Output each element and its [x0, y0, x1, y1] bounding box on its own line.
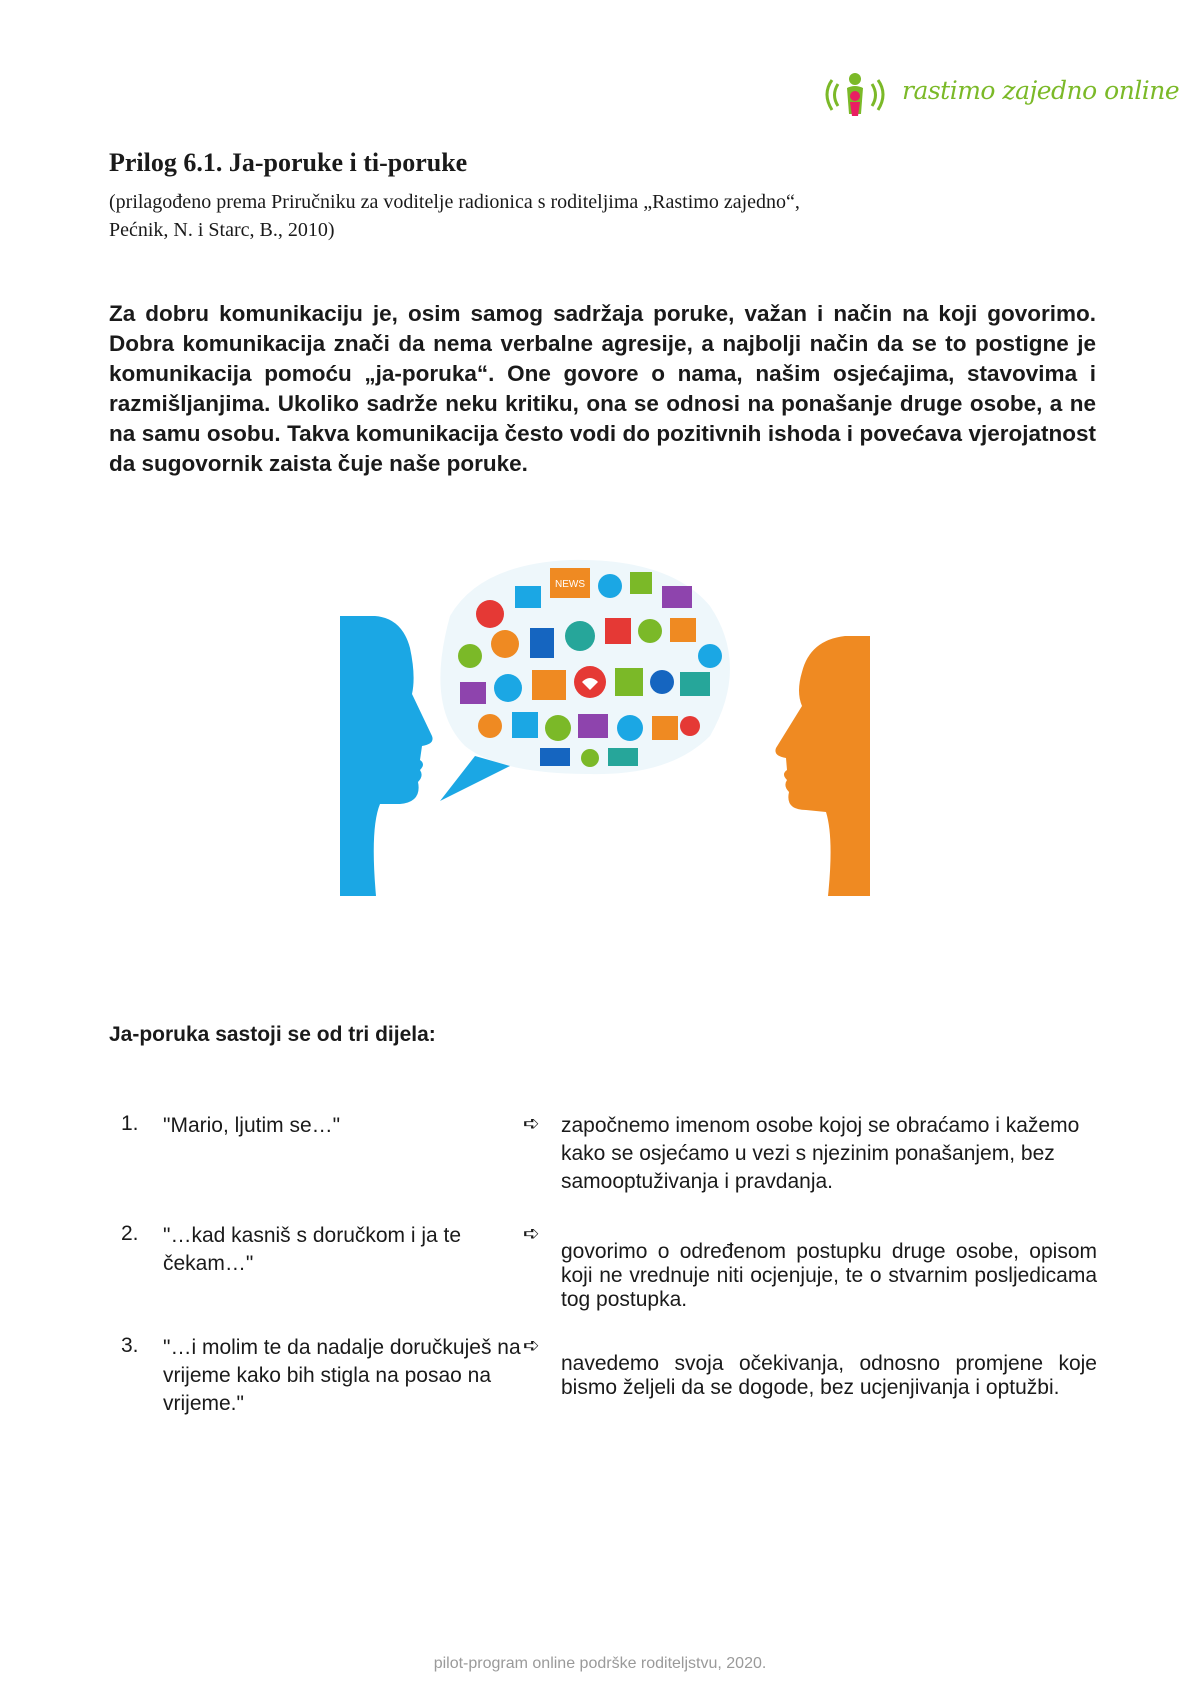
arrow-right-icon: ➪ [523, 1113, 540, 1135]
family-logo-icon [818, 70, 898, 122]
brand-logo [818, 70, 1180, 122]
intro-paragraph: Za dobru komunikaciju je, osim samog sadržaja poruke, važan i način na koji govorimo. Dobra komunikacija znači da nema verbalne agresije, a najbolji način da se to postigne je komunikacija pomoću „ja-poruka“. One govore o nama, našim osjećajima, stavovima i razmišljanjima. Ukoliko sadrže neku kritiku, ona se odnosi na ponašanje druge osobe, a ne na samu osobu. Takva komunikacija često vodi do pozitivnih ishoda i povećava vjerojatnost da sugovornik zaista čuje naše poruke. [109, 301, 1096, 476]
source-line-1: (prilagođeno prema Priručniku za voditelje radionica s roditeljima „Rastimo zajedno“, [109, 191, 800, 213]
step-number: 2. [121, 1222, 139, 1245]
step-quote: "…i molim te da nadalje doručkuješ na vrijeme kako bih stigla na posao na vrijeme." [163, 1336, 521, 1415]
arrow-right-icon: ➪ [523, 1223, 540, 1245]
source-line-2: Pećnik, N. i Starc, B., 2010) [109, 219, 335, 241]
step-quote: "Mario, ljutim se…" [163, 1114, 341, 1137]
logo-text: rastimo zajedno online [902, 76, 1180, 105]
page-footer: pilot-program online podrške roditeljstvu, 2020. [433, 1655, 767, 1672]
left-head-silhouette [340, 616, 433, 896]
speech-bubble-icons [440, 560, 730, 801]
step-quote: "…kad kasniš s doručkom i ja te čekam…" [163, 1224, 462, 1275]
document-title: Prilog 6.1. Ja-poruke i ti-poruke [109, 148, 468, 177]
svg-text:NEWS: NEWS [555, 579, 585, 590]
parts-heading: Ja-poruka sastoji se od tri dijela: [109, 1023, 436, 1046]
arrow-right-icon: ➪ [523, 1335, 540, 1357]
step-number: 1. [121, 1112, 139, 1135]
document-source [109, 188, 1009, 244]
communication-illustration [340, 556, 870, 896]
step-description: navedemo svoja očekivanja, odnosno promjene koje bismo željeli da se dogode, bez ucjenjivanja i optužbi. [561, 1352, 1097, 1399]
step-description: govorimo o određenom postupku druge osobe, opisom koji ne vrednuje niti ocjenjuje, te o stvarnim posljedicama tog postupka. [561, 1240, 1097, 1311]
right-head-silhouette [775, 636, 870, 896]
step-number: 3. [121, 1334, 139, 1357]
step-description: započnemo imenom osobe kojoj se obraćamo i kažemo kako se osjećamo u vezi s njezinim ponašanjem, bez samooptuživanja i pravdanja. [561, 1114, 1080, 1193]
